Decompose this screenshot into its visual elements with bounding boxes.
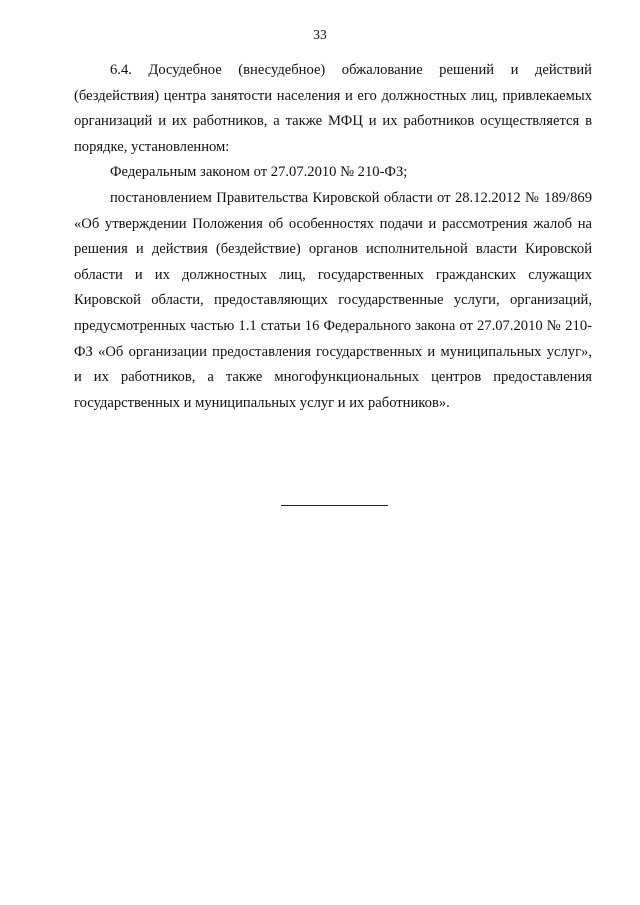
page-number: 33 — [313, 27, 327, 42]
end-separator-line — [281, 505, 388, 506]
paragraph-appeal-procedure: 6.4. Досудебное (внесудебное) обжалование решений и действий (бездействия) центра занятости населения и его должностных лиц, привлекаемых организаций и их работников, а также МФЦ и их работников осуществляется в порядке, установленном: — [74, 62, 592, 155]
paragraph-federal-law: Федеральным законом от 27.07.2010 № 210-ФЗ; — [110, 164, 408, 181]
document-body — [74, 58, 592, 416]
paragraph-government-decree: постановлением Правительства Кировской области от 28.12.2012 № 189/869 «Об утверждении Положения об особенностях подачи и рассмотрения жалоб на решения и действия (бездействие) органов исполнительной власти Кировской области и их должностных лиц, государственных гражданских служащих Кировской области, предоставляющих государственные услуги, организаций, предусмотренных частью 1.1 статьи 16 Федерального закона от 27.07.2010 № 210-ФЗ «Об организации предоставления государственных и муниципальных услуг», и их работников, а также многофункциональных центров предоставления государственных и муниципальных услуг и их работников». — [74, 189, 592, 411]
